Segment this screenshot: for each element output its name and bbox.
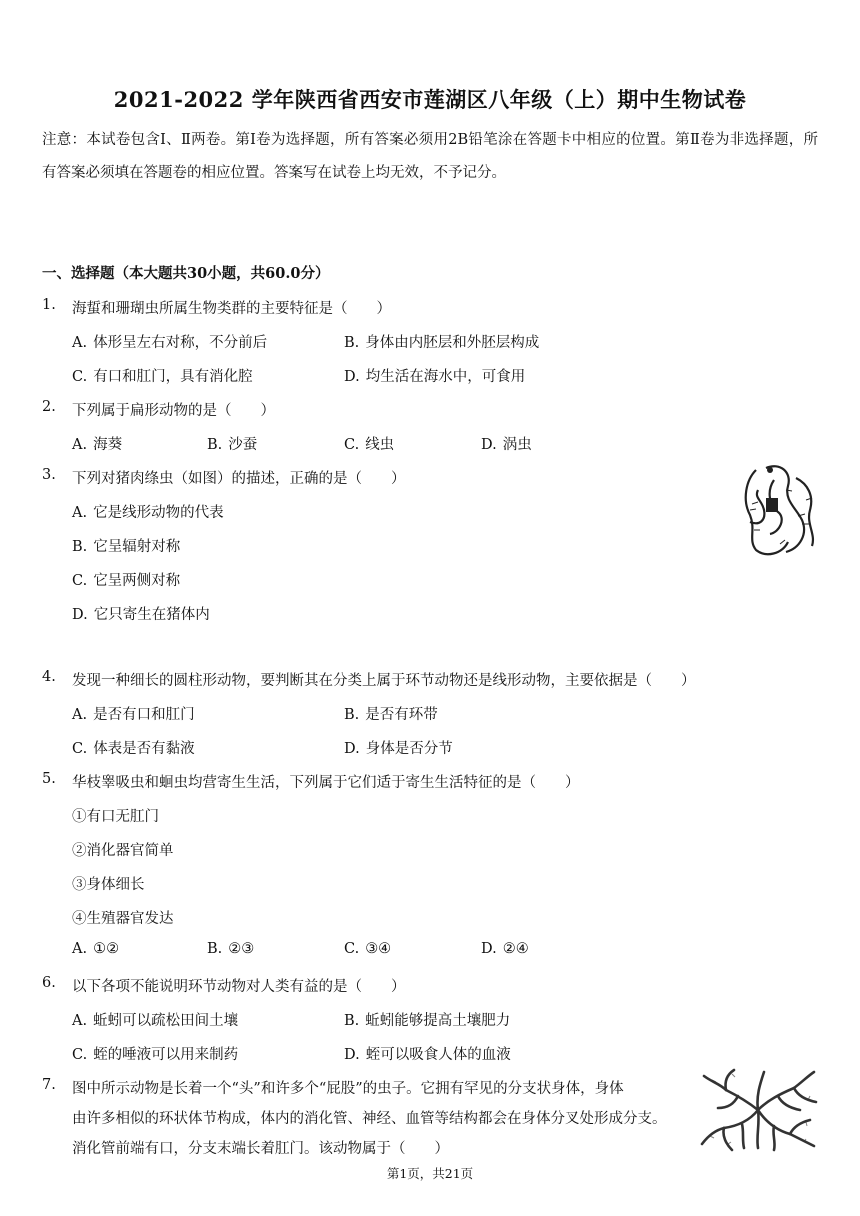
tapeworm-illustration-icon bbox=[736, 460, 820, 560]
question-number: 4. bbox=[42, 669, 56, 685]
option[interactable]: C. ③④ bbox=[344, 941, 392, 957]
question-stem: 下列对猪肉绦虫（如图）的描述，正确的是（ ） bbox=[72, 471, 406, 487]
option[interactable]: A. 海葵 bbox=[72, 437, 123, 453]
question-stem-line: 由许多相似的环状体节构成，体内的消化管、神经、血管等结构都会在身体分叉处形成分支。 bbox=[72, 1111, 667, 1127]
option[interactable]: B. 蚯蚓能够提高土壤肥力 bbox=[344, 1013, 511, 1029]
question-number: 7. bbox=[42, 1077, 56, 1093]
option[interactable]: C. 线虫 bbox=[344, 437, 395, 453]
option[interactable]: A. 蚯蚓可以疏松田间土壤 bbox=[72, 1013, 239, 1029]
statement-item: ②消化器官简单 bbox=[72, 843, 174, 859]
option[interactable]: C. 蛭的唾液可以用来制药 bbox=[72, 1047, 239, 1063]
option[interactable]: A. 是否有口和肛门 bbox=[72, 707, 195, 723]
question-number: 1. bbox=[42, 297, 56, 313]
option[interactable]: B. 沙蚕 bbox=[207, 437, 258, 453]
section-heading: 一、选择题（本大题共30小题，共60.0分） bbox=[42, 265, 330, 282]
question-stem: 下列属于扁形动物的是（ ） bbox=[72, 403, 275, 419]
question-stem: 海蜇和珊瑚虫所属生物类群的主要特征是（ ） bbox=[72, 301, 391, 317]
question-stem-line: 消化管前端有口，分支末端长着肛门。该动物属于（ ） bbox=[72, 1141, 449, 1157]
statement-item: ③身体细长 bbox=[72, 877, 145, 893]
option[interactable]: C. 体表是否有黏液 bbox=[72, 741, 195, 757]
question-number: 3. bbox=[42, 467, 56, 483]
option[interactable]: D. 它只寄生在猪体内 bbox=[72, 607, 210, 623]
option[interactable]: A. 它是线形动物的代表 bbox=[72, 505, 224, 521]
option[interactable]: A. 体形呈左右对称，不分前后 bbox=[72, 335, 268, 351]
question-stem: 华枝睾吸虫和蛔虫均营寄生生活，下列属于它们适于寄生生活特征的是（ ） bbox=[72, 775, 580, 791]
option[interactable]: D. 蛭可以吸食人体的血液 bbox=[344, 1047, 511, 1063]
option[interactable]: D. 身体是否分节 bbox=[344, 741, 453, 757]
option[interactable]: B. ②③ bbox=[207, 941, 255, 957]
branching-worm-illustration-icon bbox=[698, 1066, 820, 1152]
option[interactable]: B. 它呈辐射对称 bbox=[72, 539, 181, 555]
question-stem-line: 图中所示动物是长着一个“头”和许多个“屁股”的虫子。它拥有罕见的分支状身体，身体 bbox=[72, 1081, 624, 1097]
page-footer: 第1页，共21页 bbox=[386, 1166, 474, 1181]
statement-item: ①有口无肛门 bbox=[72, 809, 159, 825]
option[interactable]: D. 均生活在海水中，可食用 bbox=[344, 369, 526, 385]
exam-notice: 注意：本试卷包含Ⅰ、Ⅱ两卷。第Ⅰ卷为选择题，所有答案必须用2B铅笔涂在答题卡中相应的位置。第Ⅱ卷为非选择题，所有答案必须填在答题卷的相应位置。答案写在试卷上均无效，不予记分。 bbox=[42, 132, 818, 181]
question-stem: 以下各项不能说明环节动物对人类有益的是（ ） bbox=[72, 979, 406, 995]
question-stem: 发现一种细长的圆柱形动物，要判断其在分类上属于环节动物还是线形动物，主要依据是（ ） bbox=[72, 673, 696, 689]
question-number: 2. bbox=[42, 399, 56, 415]
option[interactable]: B. 是否有环带 bbox=[344, 707, 438, 723]
option[interactable]: C. 它呈两侧对称 bbox=[72, 573, 181, 589]
page-title: 2021-2022 学年陕西省西安市莲湖区八年级（上）期中生物试卷 bbox=[113, 87, 747, 112]
option[interactable]: A. ①② bbox=[72, 941, 120, 957]
option[interactable]: D. ②④ bbox=[481, 941, 529, 957]
option[interactable]: B. 身体由内胚层和外胚层构成 bbox=[344, 335, 540, 351]
option[interactable]: C. 有口和肛门，具有消化腔 bbox=[72, 369, 253, 385]
question-number: 6. bbox=[42, 975, 56, 991]
option[interactable]: D. 涡虫 bbox=[481, 437, 532, 453]
question-number: 5. bbox=[42, 771, 56, 787]
statement-item: ④生殖器官发达 bbox=[72, 911, 174, 927]
